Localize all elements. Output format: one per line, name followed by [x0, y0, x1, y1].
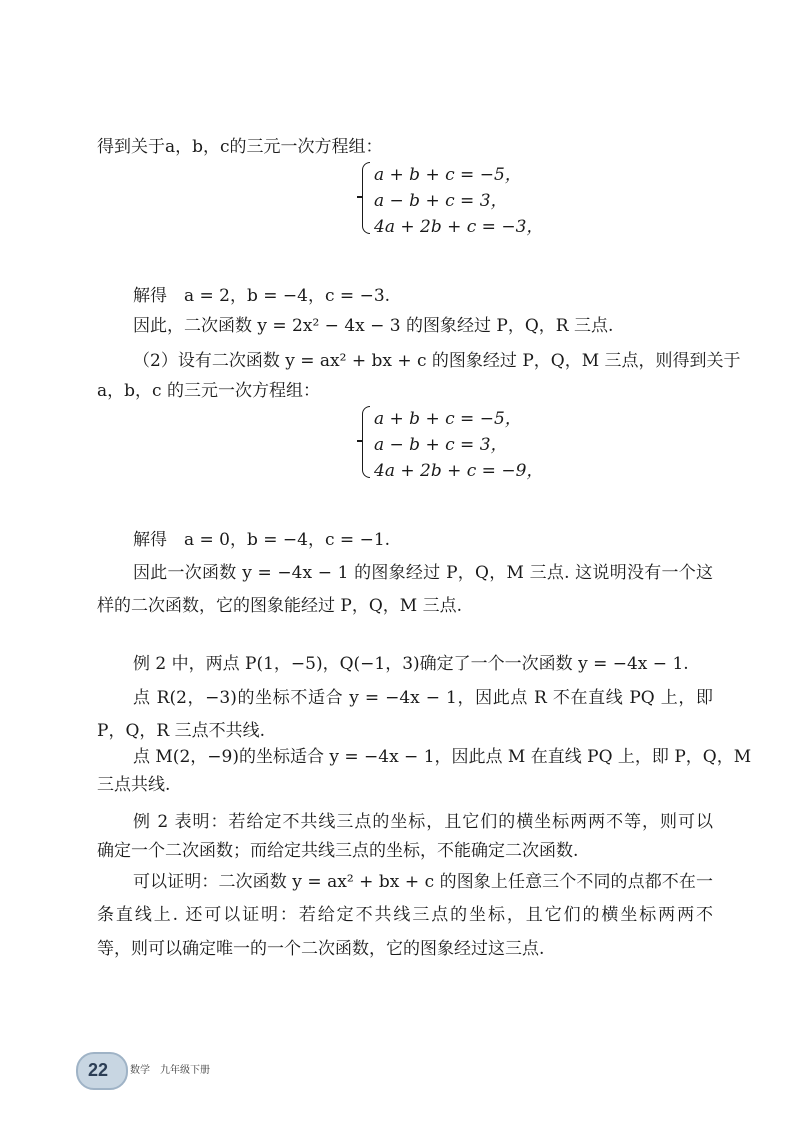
equation: a − b + c = 3，: [374, 435, 508, 455]
text-line: 因此一次函数 y = −4x − 1 的图象经过 P，Q，M 三点. 这说明没有一个这: [133, 563, 713, 583]
text-line: a，b，c 的三元一次方程组：: [97, 381, 320, 401]
text-line: 例 2 表明：若给定不共线三点的坐标，且它们的横坐标两两不等，则可以: [133, 812, 713, 832]
equation: a + b + c = −5，: [374, 409, 522, 429]
equation: 4a + 2b + c = −9，: [374, 461, 544, 481]
text-line: 确定一个二次函数；而给定共线三点的坐标，不能确定二次函数.: [97, 841, 579, 861]
text-line: 因此，二次函数 y = 2x² − 4x − 3 的图象经过 P，Q，R 三点.: [133, 316, 614, 336]
text-line: 点 R(2，−3)的坐标不适合 y = −4x − 1，因此点 R 不在直线 PQ 上，即: [133, 688, 713, 708]
book-title: 数学 九年级下册: [130, 1065, 210, 1076]
text-line: 三点共线.: [97, 775, 171, 795]
text-line: 解得 a = 2，b = −4，c = −3.: [133, 286, 391, 306]
text-line: 例 2 中，两点 P(1，−5)，Q(−1，3)确定了一个一次函数 y = −4x − 1.: [133, 654, 689, 674]
text-line: 得到关于a，b，c的三元一次方程组：: [97, 137, 383, 157]
text-line: 样的二次函数，它的图象能经过 P，Q，M 三点.: [97, 596, 462, 616]
equation: a + b + c = −5，: [374, 165, 522, 185]
page-number: 22: [88, 1060, 109, 1080]
equation: 4a + 2b + c = −3，: [374, 217, 544, 237]
page-number-badge: [76, 1052, 128, 1090]
text-line: 点 M(2，−9)的坐标适合 y = −4x − 1，因此点 M 在直线 PQ 上，即 P，Q，M: [133, 747, 752, 767]
text-line: 可以证明：二次函数 y = ax² + bx + c 的图象上任意三个不同的点都不在一: [133, 872, 713, 892]
brace-icon: [362, 406, 370, 478]
text-line: 等，则可以确定唯一的一个二次函数，它的图象经过这三点.: [97, 939, 545, 959]
text-line: 条直线上. 还可以证明：若给定不共线三点的坐标，且它们的横坐标两两不: [97, 905, 713, 925]
brace-icon: [362, 162, 370, 234]
text-line: P，Q，R 三点不共线.: [97, 721, 265, 741]
text-line: （2）设有二次函数 y = ax² + bx + c 的图象经过 P，Q，M 三点，则得到关于: [133, 351, 741, 371]
equation: a − b + c = 3，: [374, 191, 508, 211]
text-line: 解得 a = 0，b = −4，c = −1.: [133, 530, 391, 550]
